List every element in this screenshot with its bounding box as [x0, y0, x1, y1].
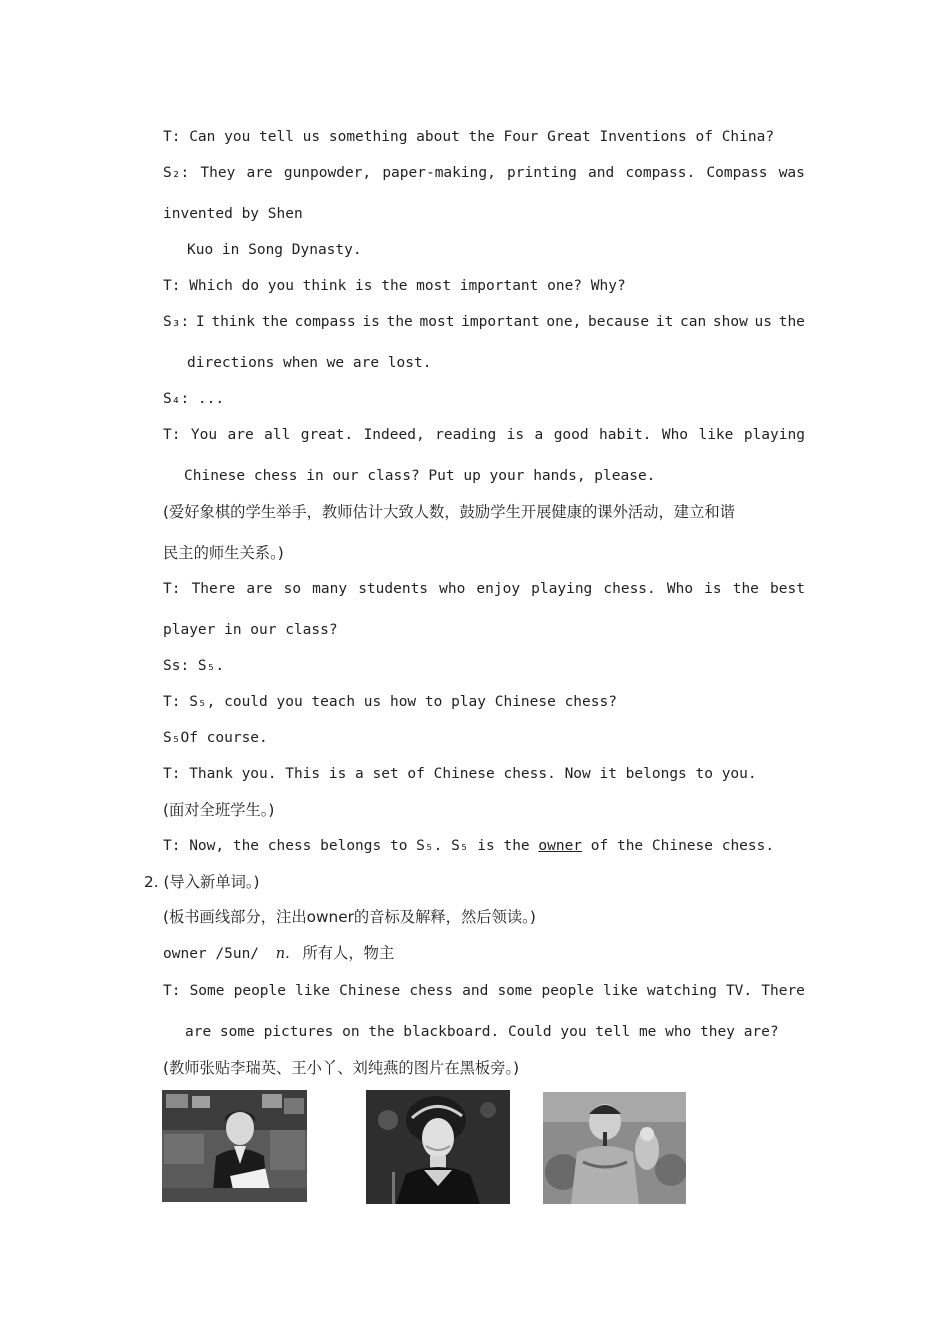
word: is [362, 314, 380, 330]
word: Who [666, 581, 694, 597]
word: gunpowder, [283, 165, 372, 181]
word: watching [647, 983, 717, 999]
word: are [227, 427, 254, 443]
word: playing [743, 427, 805, 443]
word: T: [163, 983, 181, 999]
line-11: (爱好象棋的学生举手，教师估计大致人数，鼓励学生开展健康的课外活动，建立和谐 [163, 503, 735, 521]
line-22: (板书画线部分，注出owner的音标及解释，然后领读。) [163, 908, 536, 926]
word: are [246, 165, 273, 181]
word: There [191, 581, 236, 597]
photo-host-image [366, 1090, 510, 1204]
word: people [541, 983, 594, 999]
word: I [195, 314, 205, 330]
vocab-pos: n. [275, 946, 290, 962]
word: paper-making, [382, 165, 496, 181]
line-1: T: Can you tell us something about the Four Great Inventions of China? [163, 129, 775, 145]
word: compass. [625, 165, 696, 181]
word: playing [531, 581, 593, 597]
line-6 [163, 312, 805, 332]
word: enjoy [476, 581, 521, 597]
word: and [462, 983, 489, 999]
line-19: (面对全班学生。) [163, 801, 275, 819]
word: was [778, 165, 805, 181]
word: great. [300, 427, 354, 443]
word: reading [435, 427, 497, 443]
word: can [680, 314, 707, 330]
word: printing [507, 165, 577, 181]
owner-underlined: owner [538, 838, 583, 854]
word: the [261, 314, 288, 330]
line-15: Ss: S₅. [163, 658, 225, 674]
word: the [778, 314, 805, 330]
line-2 [163, 163, 805, 183]
word: all [264, 427, 291, 443]
word: like [698, 427, 734, 443]
word: like [295, 983, 331, 999]
word: so [283, 581, 302, 597]
word: students [358, 581, 429, 597]
word: and [588, 165, 615, 181]
line-13 [163, 579, 805, 599]
word: is [506, 427, 525, 443]
line-24 [163, 981, 805, 1001]
word: one, [546, 314, 582, 330]
word: TV. [725, 983, 753, 999]
line-16: T: S₅, could you teach us how to play Chinese chess? [163, 694, 617, 710]
word: T: [163, 581, 181, 597]
word: best [770, 581, 805, 597]
line-8: S₄: ... [163, 391, 225, 407]
word: it [655, 314, 674, 330]
word: chess. [603, 581, 656, 597]
word: people [233, 983, 286, 999]
line-3: invented by Shen [163, 206, 303, 222]
word: chess [409, 983, 454, 999]
line-18: T: Thank you. This is a set of Chinese chess. Now it belongs to you. [163, 766, 757, 782]
photo-host [366, 1090, 510, 1204]
word: Chinese [339, 983, 401, 999]
photo-performer [543, 1092, 686, 1204]
word: think [211, 314, 255, 330]
line-12: 民主的师生关系。) [163, 544, 284, 562]
word: habit. [599, 427, 652, 443]
photo-newsreader [162, 1090, 307, 1202]
word: who [439, 581, 466, 597]
word: Some [189, 983, 225, 999]
line-14: player in our class? [163, 622, 338, 638]
word: compass [294, 314, 356, 330]
word: Who [661, 427, 689, 443]
line-25: are some pictures on the blackboard. Could you tell me who they are? [185, 1024, 779, 1040]
word: the [386, 314, 413, 330]
word: some [497, 983, 533, 999]
section-2-heading: 2. (导入新单词。) [144, 873, 260, 891]
word: like [602, 983, 638, 999]
word: They [200, 165, 236, 181]
photo-newsreader-image [162, 1090, 307, 1202]
word: a [534, 427, 544, 443]
word: show [712, 314, 748, 330]
word: the [732, 581, 759, 597]
line-10: Chinese chess in our class? Put up your hands, please. [184, 468, 656, 484]
vocab-definition: 所有人，物主 [302, 944, 395, 962]
line-17: S₅Of course. [163, 730, 268, 746]
photo-performer-image [543, 1092, 686, 1204]
line-7: directions when we are lost. [187, 355, 432, 371]
word: Compass [706, 165, 768, 181]
word: is [704, 581, 722, 597]
word: S₃: [163, 314, 190, 330]
word: S₂: [163, 165, 190, 181]
line-20 [163, 836, 774, 856]
word: good [553, 427, 589, 443]
vocab-entry [163, 943, 394, 964]
word: most [419, 314, 455, 330]
word: T: [163, 427, 181, 443]
word: because [588, 314, 650, 330]
word: Indeed, [363, 427, 425, 443]
line-4: Kuo in Song Dynasty. [187, 242, 362, 258]
word: important [461, 314, 540, 330]
word: many [312, 581, 348, 597]
line-26: (教师张贴李瑞英、王小丫、刘纯燕的图片在黑板旁。) [163, 1059, 520, 1077]
line-20-post: of the Chinese chess. [590, 838, 775, 854]
vocab-word: owner /5un/ [163, 946, 260, 962]
word: There [761, 983, 805, 999]
word: us [754, 314, 773, 330]
line-9 [163, 425, 805, 445]
line-5: T: Which do you think is the most important one? Why? [163, 278, 626, 294]
word: are [246, 581, 273, 597]
word: You [190, 427, 218, 443]
line-20-pre: T: Now, the chess belongs to S₅. S₅ is the [163, 838, 530, 854]
